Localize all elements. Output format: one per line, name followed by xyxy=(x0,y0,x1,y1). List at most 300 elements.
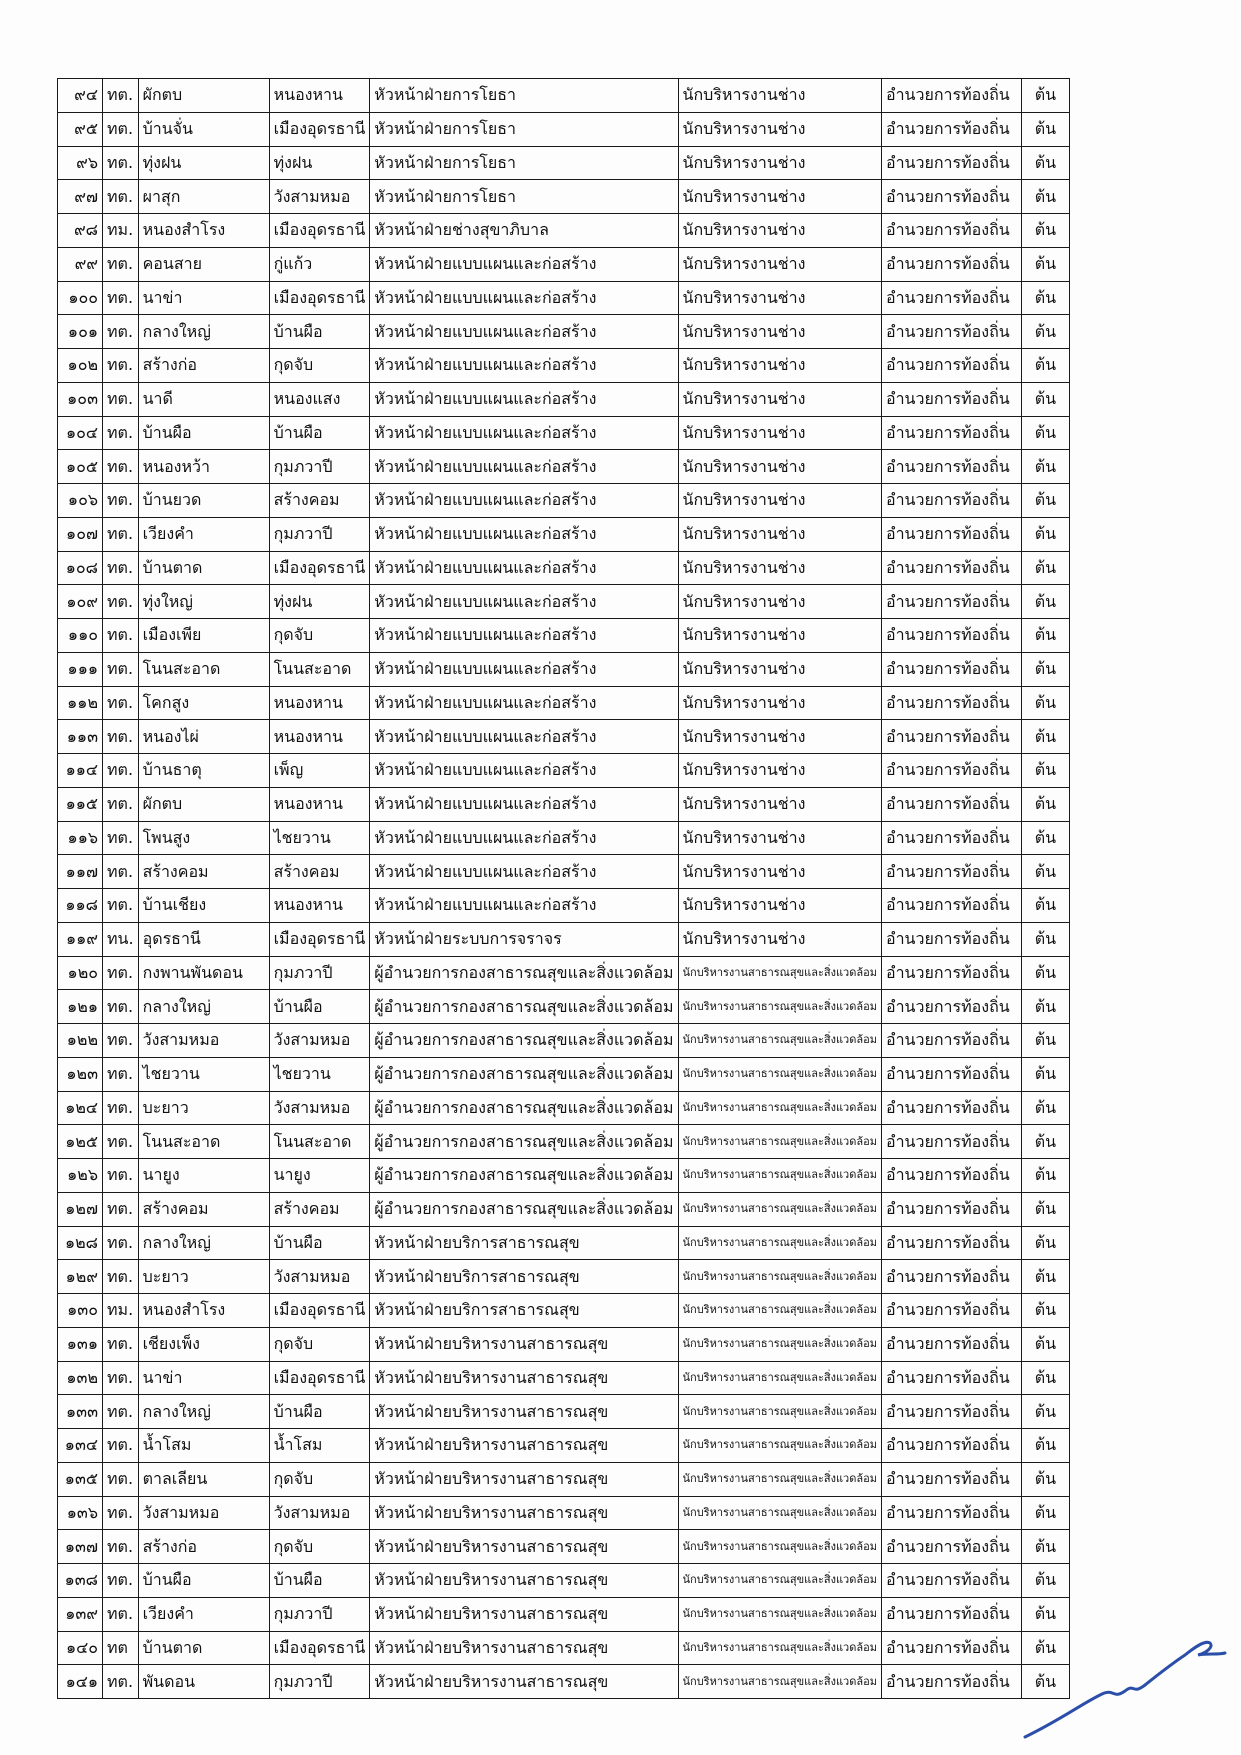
org-type-cell: ทต. xyxy=(103,1024,139,1058)
table-row xyxy=(58,1665,1070,1699)
org-type-cell: ทต. xyxy=(103,1395,139,1429)
district-cell: สร้างคอม xyxy=(269,484,370,518)
position-level-cell: ต้น xyxy=(1021,416,1069,450)
district-cell: หนองหาน xyxy=(269,787,370,821)
position-title-cell: ผู้อำนวยการกองสาธารณสุขและสิ่งแวดล้อม xyxy=(370,1057,678,1091)
district-cell: เมืองอุดรธานี xyxy=(269,214,370,248)
position-title-cell: หัวหน้าฝ่ายการโยธา xyxy=(370,146,678,180)
row-number-cell: ๑๑๐ xyxy=(58,619,103,653)
position-title-cell: หัวหน้าฝ่ายแบบแผนและก่อสร้าง xyxy=(370,484,678,518)
position-level-cell: ต้น xyxy=(1021,1395,1069,1429)
local-org-name-cell: เวียงคำ xyxy=(138,1597,269,1631)
position-level-cell: ต้น xyxy=(1021,585,1069,619)
org-type-cell: ทต. xyxy=(103,1125,139,1159)
table-row xyxy=(58,1125,1070,1159)
local-org-name-cell: บ้านผือ xyxy=(138,416,269,450)
table-row xyxy=(58,551,1070,585)
org-type-cell: ทต. xyxy=(103,686,139,720)
position-type-cell: อำนวยการท้องถิ่น xyxy=(881,1665,1021,1699)
row-number-cell: ๑๒๓ xyxy=(58,1057,103,1091)
org-type-cell: ทต. xyxy=(103,1260,139,1294)
position-type-cell: อำนวยการท้องถิ่น xyxy=(881,990,1021,1024)
org-type-cell: ทต. xyxy=(103,1462,139,1496)
position-line-cell: นักบริหารงานช่าง xyxy=(678,79,881,113)
table-row xyxy=(58,990,1070,1024)
row-number-cell: ๑๓๑ xyxy=(58,1327,103,1361)
district-cell: น้ำโสม xyxy=(269,1429,370,1463)
org-type-cell: ทต. xyxy=(103,652,139,686)
position-type-cell: อำนวยการท้องถิ่น xyxy=(881,1294,1021,1328)
local-org-name-cell: กลางใหญ่ xyxy=(138,315,269,349)
position-line-cell: นักบริหารงานสาธารณสุขและสิ่งแวดล้อม xyxy=(678,990,881,1024)
row-number-cell: ๑๒๔ xyxy=(58,1091,103,1125)
position-type-cell: อำนวยการท้องถิ่น xyxy=(881,720,1021,754)
position-line-cell: นักบริหารงานสาธารณสุขและสิ่งแวดล้อม xyxy=(678,1564,881,1598)
local-org-name-cell: บะยาว xyxy=(138,1260,269,1294)
position-title-cell: หัวหน้าฝ่ายแบบแผนและก่อสร้าง xyxy=(370,619,678,653)
district-cell: กุดจับ xyxy=(269,1462,370,1496)
position-type-cell: อำนวยการท้องถิ่น xyxy=(881,1631,1021,1665)
position-level-cell: ต้น xyxy=(1021,180,1069,214)
table-row xyxy=(58,787,1070,821)
position-title-cell: หัวหน้าฝ่ายบริหารงานสาธารณสุข xyxy=(370,1429,678,1463)
row-number-cell: ๑๑๘ xyxy=(58,889,103,923)
local-org-name-cell: เชียงเพ็ง xyxy=(138,1327,269,1361)
org-type-cell: ทต. xyxy=(103,1192,139,1226)
local-org-name-cell: บ้านจั่น xyxy=(138,112,269,146)
district-cell: เมืองอุดรธานี xyxy=(269,112,370,146)
position-level-cell: ต้น xyxy=(1021,1327,1069,1361)
local-org-name-cell: ผาสุก xyxy=(138,180,269,214)
district-cell: วังสามหมอ xyxy=(269,1024,370,1058)
local-org-name-cell: โคกสูง xyxy=(138,686,269,720)
row-number-cell: ๑๐๘ xyxy=(58,551,103,585)
position-level-cell: ต้น xyxy=(1021,1496,1069,1530)
position-title-cell: หัวหน้าฝ่ายแบบแผนและก่อสร้าง xyxy=(370,652,678,686)
row-number-cell: ๑๓๙ xyxy=(58,1597,103,1631)
district-cell: กุมภวาปี xyxy=(269,1665,370,1699)
position-level-cell: ต้น xyxy=(1021,889,1069,923)
position-type-cell: อำนวยการท้องถิ่น xyxy=(881,247,1021,281)
district-cell: กุมภวาปี xyxy=(269,450,370,484)
position-line-cell: นักบริหารงานช่าง xyxy=(678,247,881,281)
table-row xyxy=(58,1496,1070,1530)
local-org-name-cell: ทุ่งฝน xyxy=(138,146,269,180)
position-line-cell: นักบริหารงานสาธารณสุขและสิ่งแวดล้อม xyxy=(678,1429,881,1463)
position-title-cell: หัวหน้าฝ่ายแบบแผนและก่อสร้าง xyxy=(370,517,678,551)
position-level-cell: ต้น xyxy=(1021,1260,1069,1294)
district-cell: หนองหาน xyxy=(269,720,370,754)
position-title-cell: หัวหน้าฝ่ายบริการสาธารณสุข xyxy=(370,1294,678,1328)
position-title-cell: หัวหน้าฝ่ายแบบแผนและก่อสร้าง xyxy=(370,585,678,619)
row-number-cell: ๑๓๒ xyxy=(58,1361,103,1395)
org-type-cell: ทต. xyxy=(103,956,139,990)
position-type-cell: อำนวยการท้องถิ่น xyxy=(881,1057,1021,1091)
position-line-cell: นักบริหารงานช่าง xyxy=(678,450,881,484)
position-title-cell: หัวหน้าฝ่ายแบบแผนและก่อสร้าง xyxy=(370,349,678,383)
position-title-cell: หัวหน้าฝ่ายบริการสาธารณสุข xyxy=(370,1226,678,1260)
position-title-cell: หัวหน้าฝ่ายบริหารงานสาธารณสุข xyxy=(370,1327,678,1361)
position-type-cell: อำนวยการท้องถิ่น xyxy=(881,180,1021,214)
position-type-cell: อำนวยการท้องถิ่น xyxy=(881,1125,1021,1159)
local-org-name-cell: บ้านตาด xyxy=(138,551,269,585)
district-cell: นายูง xyxy=(269,1159,370,1193)
position-title-cell: หัวหน้าฝ่ายแบบแผนและก่อสร้าง xyxy=(370,889,678,923)
position-type-cell: อำนวยการท้องถิ่น xyxy=(881,1226,1021,1260)
position-type-cell: อำนวยการท้องถิ่น xyxy=(881,551,1021,585)
district-cell: โนนสะอาด xyxy=(269,652,370,686)
position-title-cell: หัวหน้าฝ่ายแบบแผนและก่อสร้าง xyxy=(370,787,678,821)
org-type-cell: ทม. xyxy=(103,1294,139,1328)
position-type-cell: อำนวยการท้องถิ่น xyxy=(881,821,1021,855)
row-number-cell: ๑๐๐ xyxy=(58,281,103,315)
position-type-cell: อำนวยการท้องถิ่น xyxy=(881,214,1021,248)
position-level-cell: ต้น xyxy=(1021,821,1069,855)
position-type-cell: อำนวยการท้องถิ่น xyxy=(881,956,1021,990)
local-org-name-cell: พันดอน xyxy=(138,1665,269,1699)
row-number-cell: ๑๒๘ xyxy=(58,1226,103,1260)
table-row xyxy=(58,1462,1070,1496)
position-level-cell: ต้น xyxy=(1021,855,1069,889)
district-cell: กู่แก้ว xyxy=(269,247,370,281)
row-number-cell: ๑๐๒ xyxy=(58,349,103,383)
position-line-cell: นักบริหารงานช่าง xyxy=(678,754,881,788)
table-row xyxy=(58,1057,1070,1091)
district-cell: บ้านผือ xyxy=(269,990,370,1024)
position-line-cell: นักบริหารงานช่าง xyxy=(678,146,881,180)
table-row xyxy=(58,1024,1070,1058)
position-type-cell: อำนวยการท้องถิ่น xyxy=(881,1429,1021,1463)
org-type-cell: ทต. xyxy=(103,1429,139,1463)
position-level-cell: ต้น xyxy=(1021,686,1069,720)
row-number-cell: ๙๕ xyxy=(58,112,103,146)
position-type-cell: อำนวยการท้องถิ่น xyxy=(881,112,1021,146)
org-type-cell: ทต. xyxy=(103,484,139,518)
row-number-cell: ๑๒๑ xyxy=(58,990,103,1024)
position-title-cell: หัวหน้าฝ่ายบริหารงานสาธารณสุข xyxy=(370,1631,678,1665)
position-type-cell: อำนวยการท้องถิ่น xyxy=(881,1597,1021,1631)
table-row xyxy=(58,180,1070,214)
position-title-cell: หัวหน้าฝ่ายบริหารงานสาธารณสุข xyxy=(370,1462,678,1496)
local-org-name-cell: ทุ่งใหญ่ xyxy=(138,585,269,619)
org-type-cell: ทม. xyxy=(103,214,139,248)
district-cell: เมืองอุดรธานี xyxy=(269,1361,370,1395)
position-type-cell: อำนวยการท้องถิ่น xyxy=(881,517,1021,551)
position-type-cell: อำนวยการท้องถิ่น xyxy=(881,1530,1021,1564)
position-level-cell: ต้น xyxy=(1021,551,1069,585)
district-cell: บ้านผือ xyxy=(269,1395,370,1429)
local-org-name-cell: สร้างก่อ xyxy=(138,1530,269,1564)
local-org-name-cell: เมืองเพีย xyxy=(138,619,269,653)
org-type-cell: ทต. xyxy=(103,1226,139,1260)
local-org-name-cell: โพนสูง xyxy=(138,821,269,855)
org-type-cell: ทต. xyxy=(103,855,139,889)
position-line-cell: นักบริหารงานช่าง xyxy=(678,686,881,720)
position-title-cell: หัวหน้าฝ่ายบริหารงานสาธารณสุข xyxy=(370,1665,678,1699)
position-title-cell: หัวหน้าฝ่ายบริหารงานสาธารณสุข xyxy=(370,1530,678,1564)
position-type-cell: อำนวยการท้องถิ่น xyxy=(881,349,1021,383)
local-org-name-cell: นาดี xyxy=(138,382,269,416)
position-line-cell: นักบริหารงานช่าง xyxy=(678,382,881,416)
position-line-cell: นักบริหารงานสาธารณสุขและสิ่งแวดล้อม xyxy=(678,1192,881,1226)
position-type-cell: อำนวยการท้องถิ่น xyxy=(881,146,1021,180)
table-row xyxy=(58,619,1070,653)
org-type-cell: ทต. xyxy=(103,720,139,754)
position-level-cell: ต้น xyxy=(1021,1125,1069,1159)
row-number-cell: ๑๑๙ xyxy=(58,922,103,956)
table-row xyxy=(58,484,1070,518)
position-type-cell: อำนวยการท้องถิ่น xyxy=(881,281,1021,315)
position-title-cell: หัวหน้าฝ่ายบริหารงานสาธารณสุข xyxy=(370,1395,678,1429)
position-title-cell: หัวหน้าฝ่ายแบบแผนและก่อสร้าง xyxy=(370,551,678,585)
district-cell: บ้านผือ xyxy=(269,315,370,349)
table-row xyxy=(58,1226,1070,1260)
table-row xyxy=(58,1361,1070,1395)
position-type-cell: อำนวยการท้องถิ่น xyxy=(881,1192,1021,1226)
position-line-cell: นักบริหารงานสาธารณสุขและสิ่งแวดล้อม xyxy=(678,1294,881,1328)
org-type-cell: ทต. xyxy=(103,551,139,585)
table-row xyxy=(58,855,1070,889)
row-number-cell: ๑๐๕ xyxy=(58,450,103,484)
position-line-cell: นักบริหารงานช่าง xyxy=(678,484,881,518)
row-number-cell: ๑๑๓ xyxy=(58,720,103,754)
position-type-cell: อำนวยการท้องถิ่น xyxy=(881,922,1021,956)
local-org-name-cell: นาข่า xyxy=(138,281,269,315)
row-number-cell: ๑๐๙ xyxy=(58,585,103,619)
org-type-cell: ทต. xyxy=(103,1665,139,1699)
position-title-cell: หัวหน้าฝ่ายบริหารงานสาธารณสุข xyxy=(370,1597,678,1631)
org-type-cell: ทต. xyxy=(103,990,139,1024)
district-cell: เมืองอุดรธานี xyxy=(269,1294,370,1328)
row-number-cell: ๑๑๖ xyxy=(58,821,103,855)
position-line-cell: นักบริหารงานช่าง xyxy=(678,787,881,821)
district-cell: ไชยวาน xyxy=(269,1057,370,1091)
position-title-cell: หัวหน้าฝ่ายแบบแผนและก่อสร้าง xyxy=(370,686,678,720)
row-number-cell: ๑๔๐ xyxy=(58,1631,103,1665)
org-type-cell: ทน. xyxy=(103,922,139,956)
local-org-name-cell: น้ำโสม xyxy=(138,1429,269,1463)
position-line-cell: นักบริหารงานสาธารณสุขและสิ่งแวดล้อม xyxy=(678,1024,881,1058)
position-title-cell: หัวหน้าฝ่ายแบบแผนและก่อสร้าง xyxy=(370,315,678,349)
table-row xyxy=(58,281,1070,315)
table-row xyxy=(58,416,1070,450)
table-row xyxy=(58,754,1070,788)
position-title-cell: หัวหน้าฝ่ายบริการสาธารณสุข xyxy=(370,1260,678,1294)
local-org-name-cell: อุดรธานี xyxy=(138,922,269,956)
table-row xyxy=(58,315,1070,349)
row-number-cell: ๑๓๕ xyxy=(58,1462,103,1496)
position-level-cell: ต้น xyxy=(1021,1091,1069,1125)
row-number-cell: ๙๖ xyxy=(58,146,103,180)
position-level-cell: ต้น xyxy=(1021,922,1069,956)
position-level-cell: ต้น xyxy=(1021,1462,1069,1496)
local-org-name-cell: โนนสะอาด xyxy=(138,652,269,686)
org-type-cell: ทต. xyxy=(103,281,139,315)
district-cell: กุมภวาปี xyxy=(269,517,370,551)
position-type-cell: อำนวยการท้องถิ่น xyxy=(881,889,1021,923)
local-org-name-cell: หนองสำโรง xyxy=(138,214,269,248)
position-type-cell: อำนวยการท้องถิ่น xyxy=(881,79,1021,113)
position-type-cell: อำนวยการท้องถิ่น xyxy=(881,787,1021,821)
position-line-cell: นักบริหารงานสาธารณสุขและสิ่งแวดล้อม xyxy=(678,1260,881,1294)
position-line-cell: นักบริหารงานช่าง xyxy=(678,652,881,686)
district-cell: บ้านผือ xyxy=(269,1226,370,1260)
position-type-cell: อำนวยการท้องถิ่น xyxy=(881,1395,1021,1429)
position-line-cell: นักบริหารงานสาธารณสุขและสิ่งแวดล้อม xyxy=(678,1665,881,1699)
local-org-name-cell: โนนสะอาด xyxy=(138,1125,269,1159)
position-title-cell: ผู้อำนวยการกองสาธารณสุขและสิ่งแวดล้อม xyxy=(370,1159,678,1193)
district-cell: หนองหาน xyxy=(269,889,370,923)
position-title-cell: หัวหน้าฝ่ายการโยธา xyxy=(370,180,678,214)
table-row xyxy=(58,214,1070,248)
local-org-name-cell: กลางใหญ่ xyxy=(138,1395,269,1429)
position-type-cell: อำนวยการท้องถิ่น xyxy=(881,382,1021,416)
local-org-name-cell: คอนสาย xyxy=(138,247,269,281)
org-type-cell: ทต. xyxy=(103,1091,139,1125)
row-number-cell: ๑๒๐ xyxy=(58,956,103,990)
table-row xyxy=(58,1294,1070,1328)
org-type-cell: ทต. xyxy=(103,517,139,551)
row-number-cell: ๑๒๕ xyxy=(58,1125,103,1159)
position-level-cell: ต้น xyxy=(1021,1057,1069,1091)
table-row xyxy=(58,112,1070,146)
table-row xyxy=(58,247,1070,281)
position-line-cell: นักบริหารงานช่าง xyxy=(678,517,881,551)
position-line-cell: นักบริหารงานช่าง xyxy=(678,720,881,754)
position-line-cell: นักบริหารงานช่าง xyxy=(678,315,881,349)
org-type-cell: ทต. xyxy=(103,619,139,653)
position-type-cell: อำนวยการท้องถิ่น xyxy=(881,619,1021,653)
row-number-cell: ๑๓๘ xyxy=(58,1564,103,1598)
district-cell: บ้านผือ xyxy=(269,1564,370,1598)
local-org-name-cell: กงพานพันดอน xyxy=(138,956,269,990)
row-number-cell: ๑๒๗ xyxy=(58,1192,103,1226)
position-line-cell: นักบริหารงานสาธารณสุขและสิ่งแวดล้อม xyxy=(678,1631,881,1665)
local-org-name-cell: วังสามหมอ xyxy=(138,1024,269,1058)
position-line-cell: นักบริหารงานสาธารณสุขและสิ่งแวดล้อม xyxy=(678,1361,881,1395)
position-line-cell: นักบริหารงานช่าง xyxy=(678,281,881,315)
position-level-cell: ต้น xyxy=(1021,652,1069,686)
district-cell: สร้างคอม xyxy=(269,1192,370,1226)
row-number-cell: ๑๒๒ xyxy=(58,1024,103,1058)
district-cell: เพ็ญ xyxy=(269,754,370,788)
position-level-cell: ต้น xyxy=(1021,956,1069,990)
district-cell: หนองหาน xyxy=(269,686,370,720)
district-cell: โนนสะอาด xyxy=(269,1125,370,1159)
position-level-cell: ต้น xyxy=(1021,619,1069,653)
row-number-cell: ๑๓๐ xyxy=(58,1294,103,1328)
org-type-cell: ทต xyxy=(103,1631,139,1665)
position-level-cell: ต้น xyxy=(1021,349,1069,383)
local-org-name-cell: สร้างคอม xyxy=(138,855,269,889)
position-title-cell: หัวหน้าฝ่ายบริหารงานสาธารณสุข xyxy=(370,1496,678,1530)
position-type-cell: อำนวยการท้องถิ่น xyxy=(881,416,1021,450)
position-level-cell: ต้น xyxy=(1021,720,1069,754)
org-type-cell: ทต. xyxy=(103,1159,139,1193)
district-cell: หนองหาน xyxy=(269,79,370,113)
table-row xyxy=(58,922,1070,956)
org-type-cell: ทต. xyxy=(103,1564,139,1598)
org-type-cell: ทต. xyxy=(103,1496,139,1530)
local-org-name-cell: บ้านผือ xyxy=(138,1564,269,1598)
row-number-cell: ๑๒๖ xyxy=(58,1159,103,1193)
position-type-cell: อำนวยการท้องถิ่น xyxy=(881,450,1021,484)
row-number-cell: ๑๑๑ xyxy=(58,652,103,686)
position-title-cell: หัวหน้าฝ่ายแบบแผนและก่อสร้าง xyxy=(370,450,678,484)
position-title-cell: หัวหน้าฝ่ายแบบแผนและก่อสร้าง xyxy=(370,720,678,754)
position-line-cell: นักบริหารงานสาธารณสุขและสิ่งแวดล้อม xyxy=(678,1597,881,1631)
org-type-cell: ทต. xyxy=(103,349,139,383)
position-line-cell: นักบริหารงานช่าง xyxy=(678,889,881,923)
org-type-cell: ทต. xyxy=(103,450,139,484)
table-row xyxy=(58,1192,1070,1226)
position-title-cell: หัวหน้าฝ่ายแบบแผนและก่อสร้าง xyxy=(370,754,678,788)
position-table xyxy=(57,78,1070,1699)
position-level-cell: ต้น xyxy=(1021,1564,1069,1598)
table-row xyxy=(58,720,1070,754)
local-org-name-cell: บ้านธาตุ xyxy=(138,754,269,788)
position-title-cell: ผู้อำนวยการกองสาธารณสุขและสิ่งแวดล้อม xyxy=(370,990,678,1024)
org-type-cell: ทต. xyxy=(103,79,139,113)
table-row xyxy=(58,1327,1070,1361)
district-cell: หนองแสง xyxy=(269,382,370,416)
org-type-cell: ทต. xyxy=(103,754,139,788)
position-type-cell: อำนวยการท้องถิ่น xyxy=(881,1024,1021,1058)
position-line-cell: นักบริหารงานสาธารณสุขและสิ่งแวดล้อม xyxy=(678,1327,881,1361)
district-cell: เมืองอุดรธานี xyxy=(269,1631,370,1665)
position-title-cell: หัวหน้าฝ่ายแบบแผนและก่อสร้าง xyxy=(370,382,678,416)
position-level-cell: ต้น xyxy=(1021,1361,1069,1395)
district-cell: ทุ่งฝน xyxy=(269,585,370,619)
row-number-cell: ๙๙ xyxy=(58,247,103,281)
district-cell: เมืองอุดรธานี xyxy=(269,281,370,315)
local-org-name-cell: ผักตบ xyxy=(138,79,269,113)
position-title-cell: หัวหน้าฝ่ายแบบแผนและก่อสร้าง xyxy=(370,821,678,855)
district-cell: วังสามหมอ xyxy=(269,180,370,214)
position-level-cell: ต้น xyxy=(1021,1530,1069,1564)
position-type-cell: อำนวยการท้องถิ่น xyxy=(881,1159,1021,1193)
position-title-cell: หัวหน้าฝ่ายบริหารงานสาธารณสุข xyxy=(370,1564,678,1598)
signature-scribble xyxy=(1020,1625,1230,1745)
position-title-cell: ผู้อำนวยการกองสาธารณสุขและสิ่งแวดล้อม xyxy=(370,956,678,990)
local-org-name-cell: ตาลเลียน xyxy=(138,1462,269,1496)
org-type-cell: ทต. xyxy=(103,180,139,214)
position-level-cell: ต้น xyxy=(1021,214,1069,248)
position-type-cell: อำนวยการท้องถิ่น xyxy=(881,484,1021,518)
position-level-cell: ต้น xyxy=(1021,1024,1069,1058)
position-line-cell: นักบริหารงานช่าง xyxy=(678,180,881,214)
position-line-cell: นักบริหารงานสาธารณสุขและสิ่งแวดล้อม xyxy=(678,1057,881,1091)
position-type-cell: อำนวยการท้องถิ่น xyxy=(881,1091,1021,1125)
position-level-cell: ต้น xyxy=(1021,1597,1069,1631)
table-row xyxy=(58,821,1070,855)
org-type-cell: ทต. xyxy=(103,585,139,619)
district-cell: สร้างคอม xyxy=(269,855,370,889)
org-type-cell: ทต. xyxy=(103,416,139,450)
local-org-name-cell: สร้างก่อ xyxy=(138,349,269,383)
table-row xyxy=(58,1631,1070,1665)
org-type-cell: ทต. xyxy=(103,787,139,821)
district-cell: กุดจับ xyxy=(269,619,370,653)
org-type-cell: ทต. xyxy=(103,112,139,146)
position-level-cell: ต้น xyxy=(1021,112,1069,146)
district-cell: วังสามหมอ xyxy=(269,1091,370,1125)
row-number-cell: ๙๗ xyxy=(58,180,103,214)
local-org-name-cell: หนองหว้า xyxy=(138,450,269,484)
local-org-name-cell: ผักตบ xyxy=(138,787,269,821)
position-level-cell: ต้น xyxy=(1021,754,1069,788)
local-org-name-cell: บะยาว xyxy=(138,1091,269,1125)
